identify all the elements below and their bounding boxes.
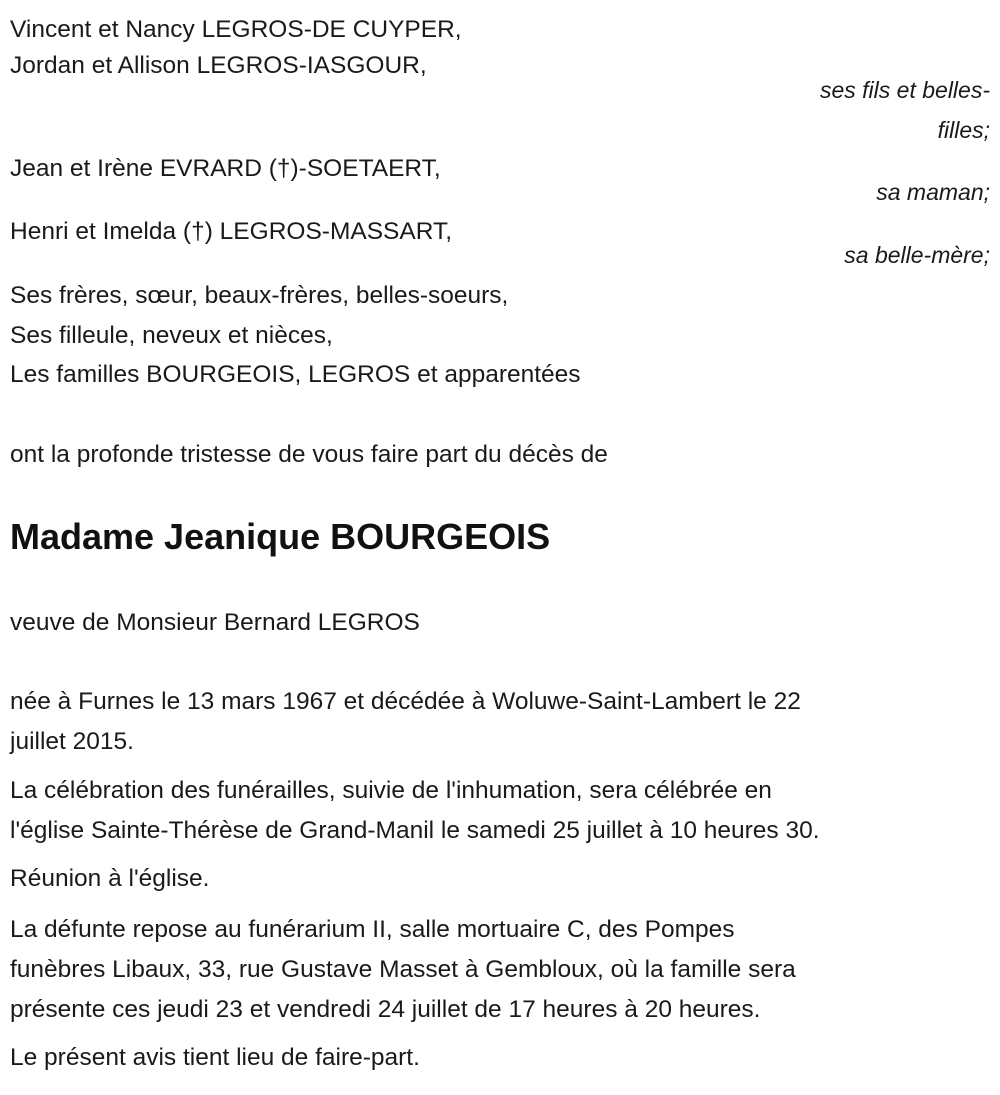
relation-label: filles; bbox=[937, 117, 990, 143]
deceased-name: Madame Jeanique BOURGEOIS bbox=[10, 516, 551, 557]
widow-of-text: veuve de Monsieur Bernard LEGROS bbox=[10, 609, 420, 636]
family-line: Vincent et Nancy LEGROS-DE CUYPER, bbox=[10, 16, 462, 43]
family-line: Ses frères, sœur, beaux-frères, belles-soeurs, bbox=[10, 282, 509, 309]
family-line: Les familles BOURGEOIS, LEGROS et apparentées bbox=[10, 361, 581, 388]
body-line: La défunte repose au funérarium II, salle mortuaire C, des Pompes bbox=[10, 916, 735, 943]
body-line: présente ces jeudi 23 et vendredi 24 juillet de 17 heures à 20 heures. bbox=[10, 996, 761, 1023]
body-line: Le présent avis tient lieu de faire-part. bbox=[10, 1044, 420, 1071]
family-line: Henri et Imelda (†) LEGROS-MASSART, bbox=[10, 218, 453, 245]
announcement-text: ont la profonde tristesse de vous faire part du décès de bbox=[10, 441, 608, 468]
body-line: née à Furnes le 13 mars 1967 et décédée à Woluwe-Saint-Lambert le 22 bbox=[10, 688, 801, 715]
body-line: juillet 2015. bbox=[10, 728, 134, 755]
body-line: La célébration des funérailles, suivie de l'inhumation, sera célébrée en bbox=[10, 777, 772, 804]
family-line: Ses filleule, neveux et nièces, bbox=[10, 322, 333, 349]
body-line: funèbres Libaux, 33, rue Gustave Masset à Gembloux, où la famille sera bbox=[10, 956, 796, 983]
body-line: Réunion à l'église. bbox=[10, 865, 210, 892]
family-line: Jean et Irène EVRARD (†)-SOETAERT, bbox=[10, 155, 441, 182]
relation-label: sa belle-mère; bbox=[844, 242, 990, 268]
body-line: l'église Sainte-Thérèse de Grand-Manil le samedi 25 juillet à 10 heures 30. bbox=[10, 817, 820, 844]
family-line: Jordan et Allison LEGROS-IASGOUR, bbox=[10, 52, 427, 79]
relation-label: sa maman; bbox=[876, 179, 990, 205]
relation-label: ses fils et belles- bbox=[819, 77, 990, 103]
